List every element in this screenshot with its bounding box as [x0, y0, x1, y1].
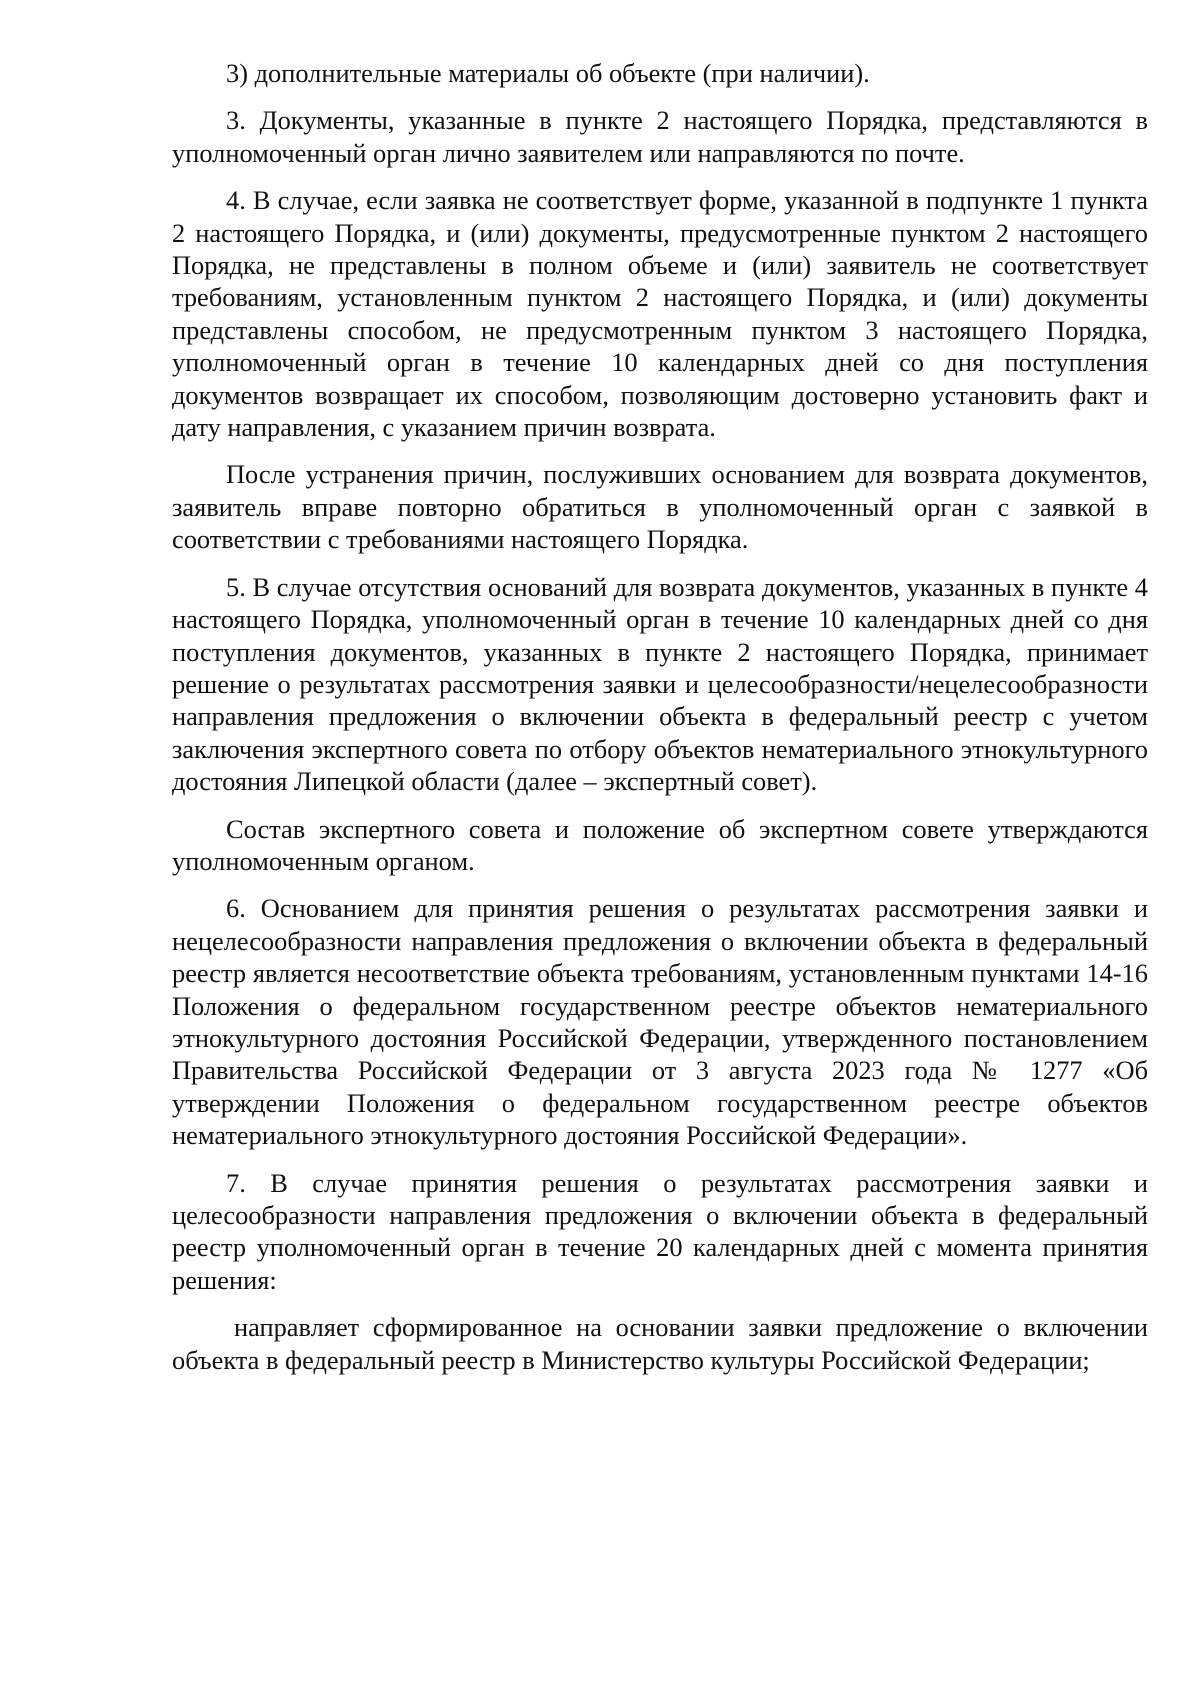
- document-body: [172, 57, 1148, 1391]
- paragraph-5-expert-council: Состав экспертного совета и положение об экспертном совете утверждаются уполномоченным органом.: [172, 813, 1148, 876]
- item-3-additional-materials: 3) дополнительные материалы об объекте (при наличии).: [226, 58, 870, 88]
- paragraph-6-grounds: 6. Основанием для принятия решения о результатах рассмотрения заявки и нецелесообразности направления предложения о включении объекта в федеральный реестр является несоответствие объекта требованиям, установленным пунктами 14-16 Положения о федеральном государственном реестре объектов нематериального этнокультурного достояния Российской Федерации, утвержденного постановлением Правительства Российской Федерации от 3 августа 2023 года № 1277 «Об утверждении Положения о федеральном государственном реестре объектов нематериального этнокультурного достояния Российской Федерации».: [172, 893, 1148, 1151]
- paragraph-7-sends-proposal: направляет сформированное на основании заявки предложение о включении объекта в федеральный реестр в Министерство культуры Российской Федерации;: [172, 1312, 1148, 1375]
- paragraph-3-submission: 3. Документы, указанные в пункте 2 настоящего Порядка, представляются в уполномоченный орган лично заявителем или направляются по почте.: [172, 105, 1148, 168]
- paragraph-7-positive-decision: 7. В случае принятия решения о результатах рассмотрения заявки и целесообразности направления предложения о включении объекта в федеральный реестр уполномоченный орган в течение 20 календарных дней с момента принятия решения:: [172, 1167, 1148, 1295]
- paragraph-4-resubmission: После устранения причин, послуживших основанием для возврата документов, заявитель вправе повторно обратиться в уполномоченный орган с заявкой в соответствии с требованиями настоящего Порядка.: [172, 459, 1148, 555]
- paragraph-4-return-of-documents: 4. В случае, если заявка не соответствует форме, указанной в подпункте 1 пункта 2 настоящего Порядка, и (или) документы, предусмотренные пунктом 2 настоящего Порядка, не представлены в полном объеме и (или) заявитель не соответствует требованиям, установленным пунктом 2 настоящего Порядка, и (или) документы представлены способом, не предусмотренным пунктом 3 настоящего Порядка, уполномоченный орган в течение 10 календарных дней со дня поступления документов возвращает их способом, позволяющим достоверно установить факт и дату направления, с указанием причин возврата.: [172, 185, 1148, 443]
- paragraph-5-decision: 5. В случае отсутствия оснований для возврата документов, указанных в пункте 4 настоящего Порядка, уполномоченный орган в течение 10 календарных дней со дня поступления документов, указанных в пункте 2 настоящего Порядка, принимает решение о результатах рассмотрения заявки и целесообразности/нецелесообразности направления предложения о включении объекта в федеральный реестр с учетом заключения экспертного совета по отбору объектов нематериального этнокультурного достояния Липецкой области (далее – экспертный совет).: [172, 571, 1148, 797]
